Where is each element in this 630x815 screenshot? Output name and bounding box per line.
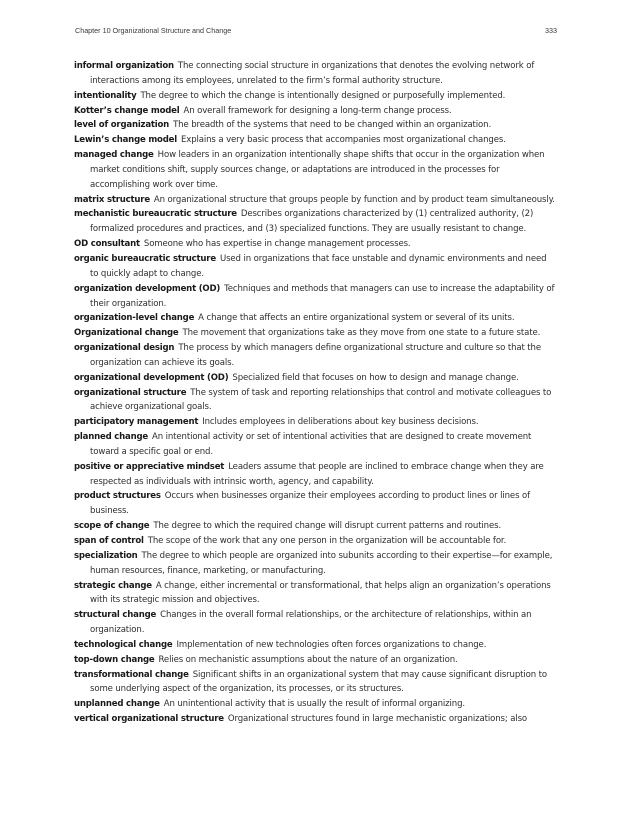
- glossary-entry: [74, 415, 556, 430]
- glossary-entry: [74, 668, 556, 698]
- glossary-term: matrix structure: [74, 194, 150, 205]
- glossary-definition: Describes organizations characterized by (1) centralized authority, (2) formalized procedures and practices, and (3) specialized functions. They are usually resistant to change.: [90, 209, 534, 235]
- glossary-term: specialization: [74, 550, 138, 561]
- glossary-term: span of control: [74, 536, 144, 546]
- glossary-definition: Specialized field that focuses on how to design and manage change.: [232, 372, 519, 383]
- glossary-term: OD consultant: [74, 239, 140, 250]
- glossary-definition: Leaders assume that people are inclined to embrace change when they are respected as individuals with intrinsic worth, agency, and capability.: [90, 461, 544, 487]
- glossary-entry: [74, 341, 556, 371]
- glossary-entry: [74, 148, 556, 193]
- glossary-definition: An organizational structure that groups people by function and by product team simultaneously.: [153, 194, 555, 205]
- glossary-term: organizational structure: [74, 387, 187, 398]
- glossary-definition: The system of task and reporting relationships that control and motivate colleagues to achieve organizational goals.: [90, 387, 552, 413]
- glossary-definition: A change, either incremental or transformational, that helps align an organization’s operations with its strategic mission and objectives.: [90, 580, 551, 606]
- glossary-entry: [74, 460, 556, 490]
- glossary-term: Lewin’s change model: [74, 135, 177, 146]
- glossary-term: strategic change: [74, 580, 152, 591]
- glossary-definition: The movement that organizations take as they move from one state to a future state.: [182, 328, 541, 339]
- chapter-title: Chapter 10 Organizational Structure and Change: [75, 26, 232, 35]
- page-number: 333: [545, 26, 557, 35]
- glossary-entry: [74, 386, 556, 416]
- glossary-entry: [74, 311, 556, 326]
- glossary-definition: Techniques and methods that managers can use to increase the adaptability of their organization.: [90, 283, 555, 309]
- glossary-definition: An unintentional activity that is usually the result of informal organizing.: [163, 699, 465, 710]
- glossary-definition: The breadth of the systems that need to be changed within an organization.: [173, 120, 492, 131]
- glossary-definition: Used in organizations that face unstable and dynamic environments and need to quickly adapt to change.: [90, 253, 547, 279]
- glossary-term: scope of change: [74, 521, 150, 532]
- glossary-entry: [74, 638, 556, 653]
- glossary-entry: [74, 59, 556, 89]
- glossary-definition: Relies on mechanistic assumptions about the nature of an organization.: [158, 654, 458, 665]
- glossary-entry: [74, 133, 556, 148]
- glossary-term: organizational development (OD): [74, 372, 229, 383]
- glossary-definition: Changes in the overall formal relationships, or the architecture of relationships, within an organization.: [90, 610, 532, 636]
- glossary-term: level of organization: [74, 120, 170, 131]
- glossary-term: structural change: [74, 610, 157, 621]
- glossary-term: technological change: [74, 639, 173, 650]
- glossary-term: Kotter’s change model: [74, 105, 180, 116]
- page-header: [75, 26, 557, 38]
- glossary-entry: [74, 207, 556, 237]
- glossary-term: positive or appreciative mindset: [74, 461, 225, 472]
- glossary-term: organizational design: [74, 343, 175, 354]
- glossary-entry: [74, 326, 556, 341]
- glossary-definition: The process by which managers define organizational structure and culture so that the organization can achieve its goals.: [90, 343, 541, 368]
- glossary-definition: How leaders in an organization intentionally shape shifts that occur in the organization when market conditions shift, supply sources change, or adaptations are introduced in the processes for accomplishing work over time.: [90, 150, 545, 190]
- glossary-entry: [74, 712, 556, 727]
- glossary-entry: [74, 549, 556, 579]
- glossary-term: top-down change: [74, 654, 155, 665]
- glossary-term: managed change: [74, 150, 154, 161]
- glossary-definition: Occurs when businesses organize their employees according to product lines or lines of business.: [90, 491, 530, 517]
- glossary-definition: An intentional activity or set of intentional activities that are designed to create movement toward a specific goal or end.: [90, 432, 532, 457]
- glossary-entry: [74, 89, 556, 104]
- glossary-entry: [74, 104, 556, 119]
- glossary-term: intentionality: [74, 90, 137, 101]
- glossary-definition: An overall framework for designing a long-term change process.: [183, 105, 452, 116]
- glossary-entry: [74, 653, 556, 668]
- glossary-definition: Includes employees in deliberations about key business decisions.: [202, 417, 479, 428]
- glossary-term: mechanistic bureaucratic structure: [74, 209, 237, 220]
- glossary-term: informal organization: [74, 61, 174, 71]
- glossary-entry: [74, 371, 556, 386]
- glossary-definition: Implementation of new technologies often forces organizations to change.: [176, 639, 487, 650]
- glossary-term: organization-level change: [74, 313, 195, 324]
- glossary-entry: [74, 489, 556, 519]
- glossary-definition: The degree to which people are organized into subunits according to their expertise—for example, human resources, finance, marketing, or manufacturing.: [90, 550, 553, 576]
- glossary-definition: The degree to which the change is intentionally designed or purposefully implemented.: [140, 90, 506, 101]
- glossary-term: participatory management: [74, 417, 199, 428]
- glossary-definition: Someone who has expertise in change management processes.: [143, 239, 411, 250]
- glossary-definition: The degree to which the required change will disrupt current patterns and routines.: [153, 521, 502, 532]
- glossary-definition: Explains a very basic process that accompanies most organizational changes.: [180, 135, 506, 146]
- glossary-entry: [74, 534, 556, 549]
- glossary-entry: [74, 237, 556, 252]
- glossary-definition: Significant shifts in an organizational system that may cause significant disruption to some underlying aspect of the organization, its processes, or its structures.: [90, 669, 547, 695]
- glossary-entry: [74, 430, 556, 460]
- glossary-list: [74, 59, 556, 727]
- glossary-entry: [74, 282, 556, 312]
- glossary-term: planned change: [74, 432, 148, 443]
- glossary-entry: [74, 118, 556, 133]
- glossary-definition: The connecting social structure in organizations that denotes the evolving network of interactions among its employees, unrelated to the firm’s formal authority structure.: [90, 61, 535, 86]
- glossary-definition: Organizational structures found in large mechanistic organizations; also: [227, 714, 528, 725]
- glossary-entry: [74, 697, 556, 712]
- glossary-term: organic bureaucratic structure: [74, 253, 216, 264]
- glossary-entry: [74, 252, 556, 282]
- glossary-term: product structures: [74, 491, 161, 502]
- glossary-term: organization development (OD): [74, 283, 221, 294]
- glossary-entry: [74, 579, 556, 609]
- glossary-definition: The scope of the work that any one person in the organization will be accountable for.: [147, 536, 507, 546]
- glossary-term: unplanned change: [74, 699, 160, 710]
- glossary-entry: [74, 193, 556, 208]
- glossary-term: Organizational change: [74, 328, 179, 339]
- glossary-term: transformational change: [74, 669, 189, 680]
- glossary-entry: [74, 519, 556, 534]
- glossary-entry: [74, 608, 556, 638]
- glossary-definition: A change that affects an entire organizational system or several of its units.: [198, 313, 515, 324]
- glossary-term: vertical organizational structure: [74, 714, 224, 725]
